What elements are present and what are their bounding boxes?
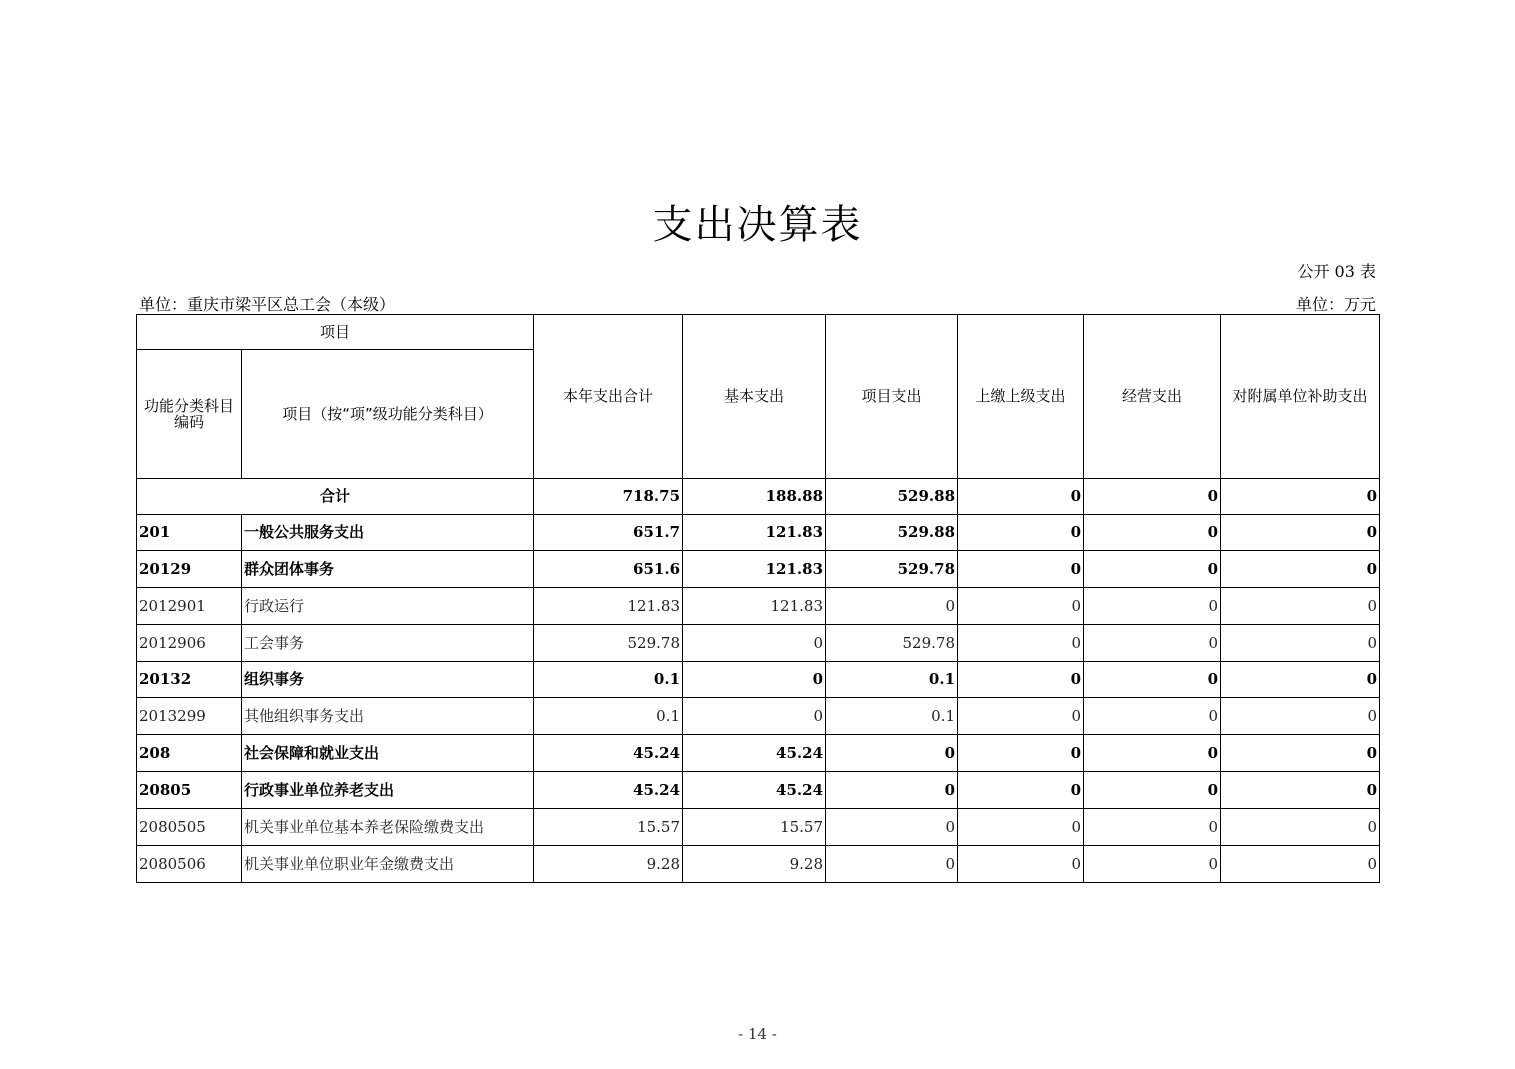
row-subsidy: 0: [1221, 809, 1380, 846]
row-project: 0.1: [826, 698, 958, 735]
row-project: 529.78: [826, 625, 958, 662]
row-total: 529.78: [534, 625, 683, 662]
row-basic: 121.83: [683, 588, 826, 625]
row-basic: 0: [683, 698, 826, 735]
row-basic: 9.28: [683, 846, 826, 883]
row-basic: 45.24: [683, 772, 826, 809]
row-total: 45.24: [534, 772, 683, 809]
row-total: 9.28: [534, 846, 683, 883]
row-upper: 0: [958, 772, 1084, 809]
row-basic: 0: [683, 625, 826, 662]
row-subsidy: 0: [1221, 515, 1380, 551]
row-business: 0: [1084, 662, 1221, 698]
total-basic: 188.88: [683, 479, 826, 515]
page-title: 支出决算表: [652, 202, 863, 248]
table-number: 公开 03 表: [1297, 262, 1376, 281]
row-project: 529.78: [826, 551, 958, 588]
table-row: [137, 662, 1380, 698]
header-row-1: [137, 315, 1380, 350]
row-total: 121.83: [534, 588, 683, 625]
row-business: 0: [1084, 625, 1221, 662]
header-subsidy: 对附属单位补助支出: [1221, 315, 1380, 479]
row-name: 一般公共服务支出: [242, 515, 534, 551]
row-upper: 0: [958, 846, 1084, 883]
header-upper-level: 上缴上级支出: [958, 315, 1084, 479]
unit-organization: 单位：重庆市梁平区总工会（本级）: [139, 295, 396, 314]
row-upper: 0: [958, 662, 1084, 698]
row-business: 0: [1084, 735, 1221, 772]
table-row: [137, 772, 1380, 809]
row-name: 其他组织事务支出: [242, 698, 534, 735]
row-code: 20129: [137, 551, 242, 588]
row-subsidy: 0: [1221, 772, 1380, 809]
row-name: 机关事业单位职业年金缴费支出: [242, 846, 534, 883]
table-row: [137, 698, 1380, 735]
row-code: 2080505: [137, 809, 242, 846]
total-label: 合计: [137, 479, 534, 515]
header-project: 项目: [137, 315, 534, 350]
row-name: 群众团体事务: [242, 551, 534, 588]
row-upper: 0: [958, 588, 1084, 625]
row-name: 组织事务: [242, 662, 534, 698]
total-total: 718.75: [534, 479, 683, 515]
row-basic: 45.24: [683, 735, 826, 772]
row-code: 2012901: [137, 588, 242, 625]
row-project: 0: [826, 735, 958, 772]
table-row: [137, 735, 1380, 772]
table-row: [137, 809, 1380, 846]
row-subsidy: 0: [1221, 625, 1380, 662]
row-code: 2012906: [137, 625, 242, 662]
row-business: 0: [1084, 846, 1221, 883]
row-project: 0: [826, 809, 958, 846]
table-row: [137, 551, 1380, 588]
row-name: 机关事业单位基本养老保险缴费支出: [242, 809, 534, 846]
row-subsidy: 0: [1221, 698, 1380, 735]
row-project: 0.1: [826, 662, 958, 698]
row-project: 529.88: [826, 515, 958, 551]
row-code: 20805: [137, 772, 242, 809]
row-business: 0: [1084, 772, 1221, 809]
row-project: 0: [826, 772, 958, 809]
total-business: 0: [1084, 479, 1221, 515]
header-project-expenditure: 项目支出: [826, 315, 958, 479]
row-basic: 121.83: [683, 551, 826, 588]
row-business: 0: [1084, 809, 1221, 846]
row-subsidy: 0: [1221, 551, 1380, 588]
row-upper: 0: [958, 551, 1084, 588]
row-basic: 121.83: [683, 515, 826, 551]
header-total: 本年支出合计: [534, 315, 683, 479]
row-subsidy: 0: [1221, 662, 1380, 698]
total-upper: 0: [958, 479, 1084, 515]
row-upper: 0: [958, 735, 1084, 772]
header-code: 功能分类科目编码: [137, 350, 242, 479]
row-name: 行政运行: [242, 588, 534, 625]
row-total: 651.7: [534, 515, 683, 551]
row-total: 45.24: [534, 735, 683, 772]
row-project: 0: [826, 846, 958, 883]
row-subsidy: 0: [1221, 846, 1380, 883]
header-basic: 基本支出: [683, 315, 826, 479]
expenditure-table: [136, 314, 1380, 883]
row-name: 工会事务: [242, 625, 534, 662]
row-total: 0.1: [534, 698, 683, 735]
row-name: 社会保障和就业支出: [242, 735, 534, 772]
row-code: 201: [137, 515, 242, 551]
row-upper: 0: [958, 698, 1084, 735]
row-code: 2080506: [137, 846, 242, 883]
header-business: 经营支出: [1084, 315, 1221, 479]
row-upper: 0: [958, 625, 1084, 662]
total-row: [137, 479, 1380, 515]
row-basic: 15.57: [683, 809, 826, 846]
table-row: [137, 625, 1380, 662]
row-business: 0: [1084, 698, 1221, 735]
total-project: 529.88: [826, 479, 958, 515]
row-business: 0: [1084, 588, 1221, 625]
table-row: [137, 588, 1380, 625]
row-subsidy: 0: [1221, 735, 1380, 772]
row-code: 208: [137, 735, 242, 772]
row-total: 651.6: [534, 551, 683, 588]
row-upper: 0: [958, 809, 1084, 846]
row-name: 行政事业单位养老支出: [242, 772, 534, 809]
unit-currency: 单位：万元: [1295, 295, 1376, 314]
row-business: 0: [1084, 515, 1221, 551]
row-upper: 0: [958, 515, 1084, 551]
row-project: 0: [826, 588, 958, 625]
row-total: 0.1: [534, 662, 683, 698]
table-row: [137, 846, 1380, 883]
page-number: - 14 -: [738, 1025, 777, 1043]
row-business: 0: [1084, 551, 1221, 588]
row-basic: 0: [683, 662, 826, 698]
total-subsidy: 0: [1221, 479, 1380, 515]
row-subsidy: 0: [1221, 588, 1380, 625]
header-name: 项目（按“项”级功能分类科目）: [242, 350, 534, 479]
row-total: 15.57: [534, 809, 683, 846]
table-row: [137, 515, 1380, 551]
row-code: 20132: [137, 662, 242, 698]
row-code: 2013299: [137, 698, 242, 735]
